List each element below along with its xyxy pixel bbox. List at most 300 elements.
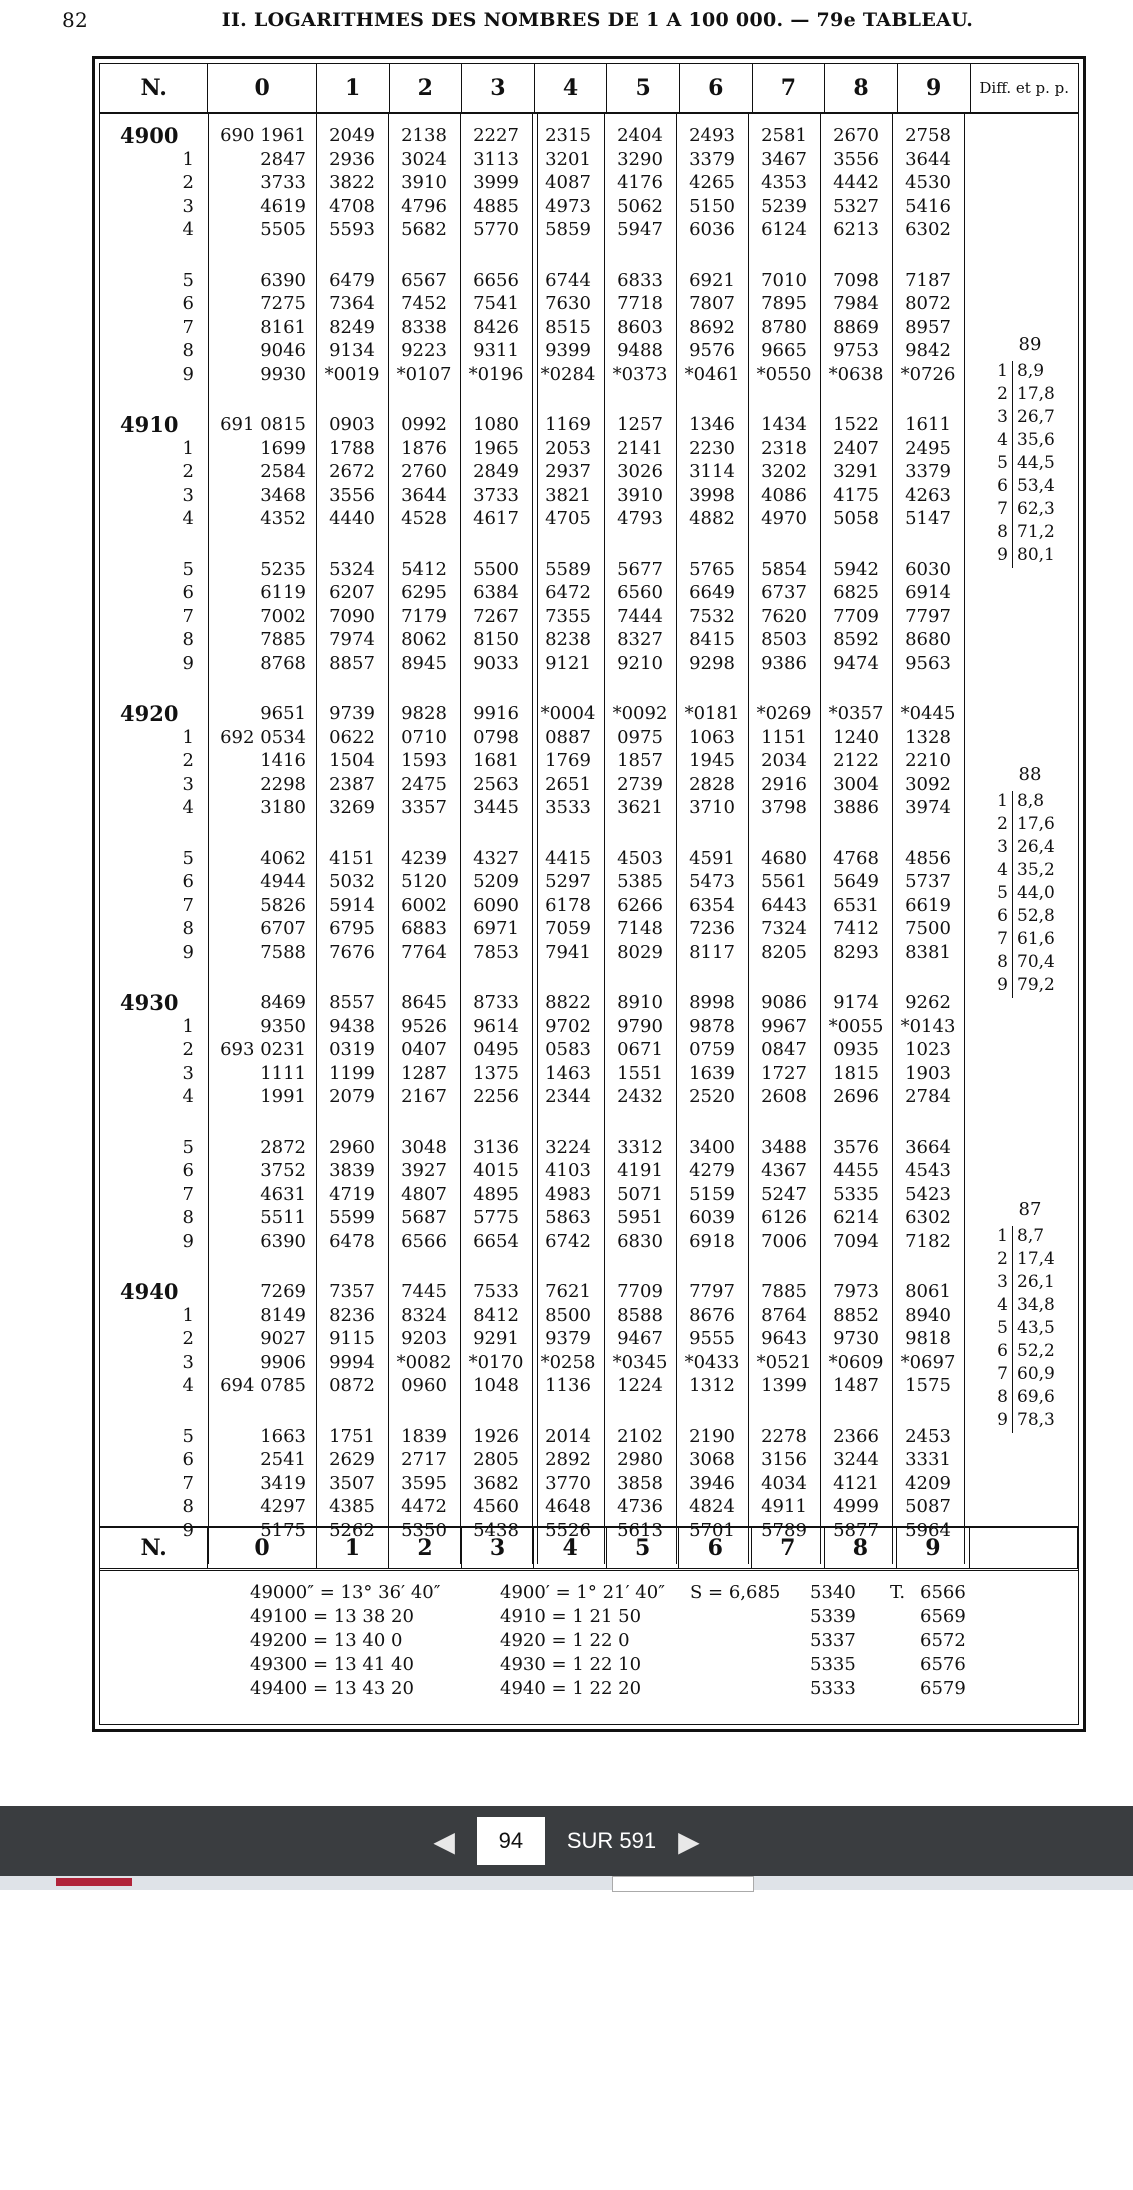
- log-value: 9033: [473, 652, 519, 674]
- row-number: 6: [182, 871, 194, 893]
- log-value: 2167: [401, 1086, 447, 1108]
- proportional-parts-row: [980, 929, 1080, 952]
- log-value: 5526: [545, 1519, 591, 1541]
- proportional-parts-row: [980, 975, 1080, 998]
- log-value: 3974: [905, 797, 951, 819]
- column-footer: 3: [462, 1528, 535, 1568]
- log-value: 7807: [689, 293, 735, 315]
- pp-digit: 2: [980, 1249, 1013, 1272]
- log-value: 3927: [401, 1160, 447, 1182]
- log-value: 9174: [833, 992, 879, 1014]
- pp-digit: 1: [980, 1226, 1013, 1249]
- log-value: 3621: [617, 797, 663, 819]
- row-number: 2: [182, 1328, 194, 1350]
- log-value: 1788: [329, 437, 375, 459]
- column-rule: [820, 114, 821, 1564]
- log-value: 9651: [260, 703, 306, 725]
- log-value: 9086: [761, 992, 807, 1014]
- log-value: 8327: [617, 629, 663, 651]
- row-number: 2: [182, 172, 194, 194]
- log-value: 5765: [689, 558, 735, 580]
- row-number: 4920: [120, 701, 179, 727]
- log-value: 2581: [761, 125, 807, 147]
- pp-value: 8,9: [1017, 361, 1045, 381]
- footer-entry: 4920 = 1 22 0: [500, 1630, 630, 1651]
- log-value: *0284: [540, 363, 596, 385]
- log-value: 3682: [473, 1472, 519, 1494]
- log-value: 2584: [260, 461, 306, 483]
- log-value: 1926: [473, 1425, 519, 1447]
- column-header: 4: [535, 64, 608, 112]
- log-value: 7941: [545, 941, 591, 963]
- log-value: 1434: [761, 414, 807, 436]
- log-value: 2014: [545, 1425, 591, 1447]
- log-value: 7500: [905, 918, 951, 940]
- log-value: 6472: [545, 582, 591, 604]
- log-value: 8998: [689, 992, 735, 1014]
- log-value: 5071: [617, 1183, 663, 1205]
- log-value: 5859: [545, 219, 591, 241]
- next-page-button[interactable]: ▶: [678, 1825, 700, 1857]
- row-number: 7: [182, 1183, 194, 1205]
- log-value: *0550: [756, 363, 812, 385]
- pp-value: 35,2: [1017, 860, 1055, 880]
- log-value: 2828: [689, 773, 735, 795]
- column-footer: 4: [534, 1528, 607, 1568]
- log-value: 8205: [761, 941, 807, 963]
- log-value: 4239: [401, 847, 447, 869]
- log-value: 6914: [905, 582, 951, 604]
- log-value: 8149: [260, 1304, 306, 1326]
- log-value: 6742: [545, 1230, 591, 1252]
- log-value: *0269: [756, 703, 812, 725]
- log-value: 1815: [833, 1062, 879, 1084]
- log-value: 7059: [545, 918, 591, 940]
- log-value: 4503: [617, 847, 663, 869]
- log-value: 8945: [401, 652, 447, 674]
- log-value: 2256: [473, 1086, 519, 1108]
- log-value: 9665: [761, 340, 807, 362]
- log-value: 5262: [329, 1519, 375, 1541]
- row-number: 3: [182, 484, 194, 506]
- pp-value: 70,4: [1017, 952, 1055, 972]
- log-value: 8852: [833, 1304, 879, 1326]
- log-value: 5877: [833, 1519, 879, 1541]
- log-value: 4895: [473, 1183, 519, 1205]
- log-value: 2141: [617, 437, 663, 459]
- log-value: 4708: [329, 195, 375, 217]
- log-value: 3291: [833, 461, 879, 483]
- log-value: 7098: [833, 269, 879, 291]
- log-value: 0872: [329, 1375, 375, 1397]
- row-number: 5: [182, 558, 194, 580]
- log-value: 7187: [905, 269, 951, 291]
- log-value: *0107: [396, 363, 452, 385]
- log-value: 5175: [260, 1519, 306, 1541]
- log-value: 9930: [260, 363, 306, 385]
- proportional-parts-row: [980, 476, 1080, 499]
- pp-value: 60,9: [1017, 1364, 1055, 1384]
- pp-value: 78,3: [1017, 1410, 1055, 1430]
- row-number: 1: [182, 437, 194, 459]
- log-value: 4856: [905, 847, 951, 869]
- footer-entry: 49200 = 13 40 0: [250, 1630, 403, 1651]
- log-value: 1876: [401, 437, 447, 459]
- log-value: 7355: [545, 605, 591, 627]
- log-value: 4034: [761, 1472, 807, 1494]
- log-value: 2541: [260, 1449, 306, 1471]
- log-value: 9311: [473, 340, 519, 362]
- log-value: 6384: [473, 582, 519, 604]
- row-number: 1: [182, 726, 194, 748]
- log-value: 3910: [401, 172, 447, 194]
- log-value: 9386: [761, 652, 807, 674]
- footer-s-column: [810, 1582, 856, 1702]
- log-value: 3467: [761, 148, 807, 170]
- footer-entry: 49400 = 13 43 20: [250, 1678, 414, 1699]
- log-value: *0726: [900, 363, 956, 385]
- prev-page-button[interactable]: ◀: [433, 1825, 455, 1857]
- log-value: 3798: [761, 797, 807, 819]
- log-value: 8592: [833, 629, 879, 651]
- strip-logo: [56, 1878, 132, 1886]
- page-number: 82: [62, 8, 89, 32]
- log-value: 1522: [833, 414, 879, 436]
- log-value: *0357: [828, 703, 884, 725]
- log-value: 3092: [905, 773, 951, 795]
- pp-digit: 1: [980, 361, 1013, 384]
- log-value: *0345: [612, 1351, 668, 1373]
- footer-entry: 5340: [810, 1582, 856, 1603]
- row-number: 4: [182, 219, 194, 241]
- column-header: 9: [898, 64, 971, 112]
- log-value: 7630: [545, 293, 591, 315]
- proportional-parts-row: [980, 453, 1080, 476]
- log-value: 3998: [689, 484, 735, 506]
- log-value: 4885: [473, 195, 519, 217]
- log-value: 2404: [617, 125, 663, 147]
- log-value: 1224: [617, 1375, 663, 1397]
- log-value: 6479: [329, 269, 375, 291]
- log-value: 0671: [617, 1039, 663, 1061]
- log-value: *0055: [828, 1015, 884, 1037]
- strip-tab[interactable]: [612, 1876, 754, 1892]
- log-value: 4530: [905, 172, 951, 194]
- log-value: 5789: [761, 1519, 807, 1541]
- log-value: 4999: [833, 1496, 879, 1518]
- log-value: 4415: [545, 847, 591, 869]
- log-value: 9467: [617, 1328, 663, 1350]
- column-header: 0: [208, 64, 316, 112]
- log-value: *0433: [684, 1351, 740, 1373]
- log-value: 4560: [473, 1496, 519, 1518]
- pp-digit: 2: [980, 384, 1013, 407]
- proportional-parts-block: [980, 334, 1080, 568]
- bottom-strip: [0, 1876, 1133, 1890]
- row-number: 6: [182, 582, 194, 604]
- log-value: 4209: [905, 1472, 951, 1494]
- row-number: 2: [182, 461, 194, 483]
- log-value: 1945: [689, 750, 735, 772]
- log-value: 3999: [473, 172, 519, 194]
- log-value: 4175: [833, 484, 879, 506]
- row-number: 4: [182, 1086, 194, 1108]
- log-value: 8150: [473, 629, 519, 651]
- log-value: 5297: [545, 871, 591, 893]
- log-value: 1991: [260, 1086, 306, 1108]
- proportional-parts-row: [980, 522, 1080, 545]
- page-number-input[interactable]: [477, 1817, 545, 1865]
- row-number: 9: [182, 652, 194, 674]
- log-value: 6266: [617, 894, 663, 916]
- pp-value: 43,5: [1017, 1318, 1055, 1338]
- log-value: 2298: [260, 773, 306, 795]
- log-value: 3821: [545, 484, 591, 506]
- log-value: 6119: [260, 582, 306, 604]
- log-value: 6207: [329, 582, 375, 604]
- log-value: *0461: [684, 363, 740, 385]
- pp-value: 26,7: [1017, 407, 1055, 427]
- row-number: 1: [182, 148, 194, 170]
- log-value: 9753: [833, 340, 879, 362]
- log-value: 7973: [833, 1281, 879, 1303]
- row-number: 7: [182, 605, 194, 627]
- log-value: 9027: [260, 1328, 306, 1350]
- pager-bar: [0, 1806, 1133, 1876]
- log-value: 7885: [260, 629, 306, 651]
- log-value: 0975: [617, 726, 663, 748]
- log-value: 3290: [617, 148, 663, 170]
- row-number: 1: [182, 1015, 194, 1037]
- log-value: 8338: [401, 316, 447, 338]
- proportional-parts-row: [980, 1341, 1080, 1364]
- log-value: *0638: [828, 363, 884, 385]
- log-value: 5235: [260, 558, 306, 580]
- proportional-parts-heading: 88: [1018, 764, 1042, 785]
- log-value: 691 0815: [220, 414, 306, 436]
- column-header: Diff. et p. p.: [979, 79, 1070, 97]
- footer-entry: 5333: [810, 1678, 856, 1699]
- log-value: 6567: [401, 269, 447, 291]
- log-value: 4353: [761, 172, 807, 194]
- column-header: 1: [317, 64, 390, 112]
- log-value: 4440: [329, 508, 375, 530]
- pp-digit: 9: [980, 975, 1013, 998]
- log-value: 1751: [329, 1425, 375, 1447]
- log-value: 2936: [329, 148, 375, 170]
- log-value: 5942: [833, 558, 879, 580]
- log-value: 6656: [473, 269, 519, 291]
- row-number: 6: [182, 293, 194, 315]
- pp-value: 44,5: [1017, 453, 1055, 473]
- log-value: 5589: [545, 558, 591, 580]
- log-value: 5687: [401, 1207, 447, 1229]
- log-value: 1903: [905, 1062, 951, 1084]
- proportional-parts-row: [980, 1226, 1080, 1249]
- log-value: 9916: [473, 703, 519, 725]
- log-value: *0445: [900, 703, 956, 725]
- log-value: 4297: [260, 1496, 306, 1518]
- log-value: 5701: [689, 1519, 735, 1541]
- row-number: 4: [182, 508, 194, 530]
- log-value: 4103: [545, 1160, 591, 1182]
- log-value: 694 0785: [220, 1375, 306, 1397]
- row-number: 4: [182, 1375, 194, 1397]
- log-value: 7236: [689, 918, 735, 940]
- proportional-parts-row: [980, 906, 1080, 929]
- log-value: 2629: [329, 1449, 375, 1471]
- log-value: 7709: [833, 605, 879, 627]
- log-value: 9223: [401, 340, 447, 362]
- log-value: 2475: [401, 773, 447, 795]
- pp-digit: 1: [980, 791, 1013, 814]
- log-value: 4619: [260, 195, 306, 217]
- log-value: 4617: [473, 508, 519, 530]
- log-value: 1593: [401, 750, 447, 772]
- log-value: 4087: [545, 172, 591, 194]
- row-number: 5: [182, 269, 194, 291]
- log-value: 8324: [401, 1304, 447, 1326]
- log-value: 7895: [761, 293, 807, 315]
- log-value: 8603: [617, 316, 663, 338]
- row-number: 3: [182, 773, 194, 795]
- log-value: 2122: [833, 750, 879, 772]
- log-value: 2230: [689, 437, 735, 459]
- log-value: 1504: [329, 750, 375, 772]
- log-value: 3752: [260, 1160, 306, 1182]
- proportional-parts-row: [980, 1272, 1080, 1295]
- log-value: 2672: [329, 461, 375, 483]
- log-value: 8503: [761, 629, 807, 651]
- log-value: 7002: [260, 605, 306, 627]
- log-value: 0798: [473, 726, 519, 748]
- pp-digit: 8: [980, 952, 1013, 975]
- log-value: 6918: [689, 1230, 735, 1252]
- log-value: 8500: [545, 1304, 591, 1326]
- row-number: 9: [182, 363, 194, 385]
- proportional-parts-row: [980, 1249, 1080, 1272]
- log-value: 6619: [905, 894, 951, 916]
- log-value: 6039: [689, 1207, 735, 1229]
- log-value: 7094: [833, 1230, 879, 1252]
- row-number: 5: [182, 847, 194, 869]
- row-number: 8: [182, 918, 194, 940]
- proportional-parts-row: [980, 407, 1080, 430]
- column-header: 7: [753, 64, 826, 112]
- log-value: 7090: [329, 605, 375, 627]
- proportional-parts-row: [980, 860, 1080, 883]
- proportional-parts-row: [980, 1387, 1080, 1410]
- log-value: 8957: [905, 316, 951, 338]
- log-value: 2739: [617, 773, 663, 795]
- log-value: 2784: [905, 1086, 951, 1108]
- log-value: 6478: [329, 1230, 375, 1252]
- log-value: 6090: [473, 894, 519, 916]
- log-value: 8249: [329, 316, 375, 338]
- log-value: 6295: [401, 582, 447, 604]
- log-value: *0258: [540, 1351, 596, 1373]
- log-value: 5058: [833, 508, 879, 530]
- log-value: 6795: [329, 918, 375, 940]
- row-number: 8: [182, 629, 194, 651]
- log-value: 7444: [617, 605, 663, 627]
- log-value: 5473: [689, 871, 735, 893]
- log-value: 3379: [689, 148, 735, 170]
- log-value: 8161: [260, 316, 306, 338]
- log-value: 4121: [833, 1472, 879, 1494]
- page-count-label: SUR 591: [566, 1828, 657, 1853]
- log-value: 3733: [473, 484, 519, 506]
- log-value: 6390: [260, 1230, 306, 1252]
- column-header: 3: [462, 64, 535, 112]
- log-value: 4015: [473, 1160, 519, 1182]
- log-value: 5385: [617, 871, 663, 893]
- footer-entry: 5337: [810, 1630, 856, 1651]
- pp-value: 52,8: [1017, 906, 1055, 926]
- pp-value: 26,1: [1017, 1272, 1055, 1292]
- log-value: 2227: [473, 125, 519, 147]
- log-value: 7006: [761, 1230, 807, 1252]
- footer-entry: 4910 = 1 21 50: [500, 1606, 642, 1627]
- log-value: 1965: [473, 437, 519, 459]
- log-value: 3048: [401, 1136, 447, 1158]
- row-number: 8: [182, 1207, 194, 1229]
- log-value: 2980: [617, 1449, 663, 1471]
- pp-value: 8,8: [1017, 791, 1045, 811]
- log-value: 4472: [401, 1496, 447, 1518]
- pp-value: 44,0: [1017, 883, 1055, 903]
- log-value: 4719: [329, 1183, 375, 1205]
- log-value: 3445: [473, 797, 519, 819]
- log-value: *0521: [756, 1351, 812, 1373]
- log-value: 8557: [329, 992, 375, 1014]
- log-value: 1769: [545, 750, 591, 772]
- proportional-parts-row: [980, 1410, 1080, 1433]
- log-value: 7533: [473, 1281, 519, 1303]
- log-value: 5147: [905, 508, 951, 530]
- log-value: 5500: [473, 558, 519, 580]
- log-value: 6649: [689, 582, 735, 604]
- log-value: 7709: [617, 1281, 663, 1303]
- log-value: 3576: [833, 1136, 879, 1158]
- log-value: 3910: [617, 484, 663, 506]
- log-value: 5964: [905, 1519, 951, 1541]
- log-value: 9210: [617, 652, 663, 674]
- column-footer: 1: [317, 1528, 390, 1568]
- log-value: 1416: [260, 750, 306, 772]
- log-value: 1287: [401, 1062, 447, 1084]
- log-value: 3710: [689, 797, 735, 819]
- log-value: 9643: [761, 1328, 807, 1350]
- log-value: 3419: [260, 1472, 306, 1494]
- column-footer: 5: [607, 1528, 680, 1568]
- log-value: 6354: [689, 894, 735, 916]
- column-header: 6: [680, 64, 753, 112]
- log-value: 8426: [473, 316, 519, 338]
- log-value: 7974: [329, 629, 375, 651]
- log-value: 5150: [689, 195, 735, 217]
- log-value: 7588: [260, 941, 306, 963]
- row-number: 4940: [120, 1279, 179, 1305]
- log-value: 7148: [617, 918, 663, 940]
- row-number: 3: [182, 1062, 194, 1084]
- log-value: 1681: [473, 750, 519, 772]
- pp-digit: 5: [980, 1318, 1013, 1341]
- log-value: 0583: [545, 1039, 591, 1061]
- log-value: 1375: [473, 1062, 519, 1084]
- log-value: 4265: [689, 172, 735, 194]
- log-value: 3379: [905, 461, 951, 483]
